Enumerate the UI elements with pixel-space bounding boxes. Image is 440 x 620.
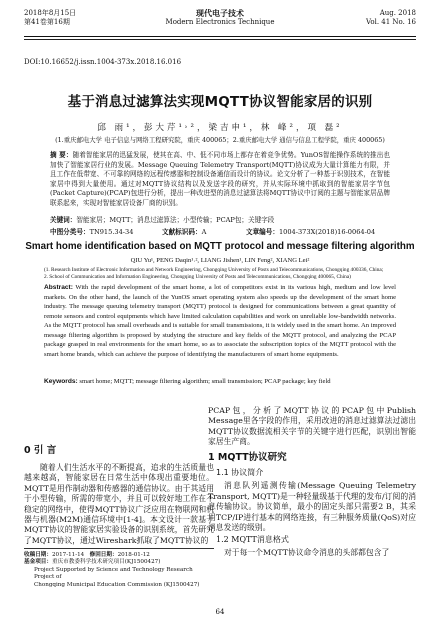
abstract-en: [44, 283, 396, 359]
keywords-en-text: smart home; MQTT; message filtering algorithm; small transmission; PCAP package; key field: [79, 378, 331, 385]
right-p3: 对于每一个MQTT协议命令消息的头部都包含了: [224, 547, 390, 557]
abstract-en-text: With the rapid development of the smart home, a lot of competitors exist in its various high, medium and low level markets. On the other hand, the launch of the YunOS smart operating system also speeds up the development of the smart home industry. The message queuing telemetry transport (MQTT) protocol is designed for communications between a great quantity of remote sensors and control equipments which have limited calculation capabilities and work on unreliable low-bandwidth networks. As the MQTT protocol has small overheads and is suitable for small transmissions, it is widely used in the smart home. An improved message filtering algorithm is proposed by studying the structure and key fields of the MQTT protocol, and analyzing the PCAP package grasped in real environments for the smart home, so as to associate the subscription topics of the MQTT protocol with the smart home brands, which can achieve the purpose of identifying the manufacturers of smart home equipments.: [44, 284, 397, 358]
clc-number: [50, 226, 133, 236]
affiliation-cn: (1.重庆邮电大学 电子信息与网络工程研究院，重庆 400065；2.重庆邮电大学 通信与信息工程学院，重庆 400065): [55, 136, 385, 144]
abstract-cn-text: 随着智能家居的迅猛发展，使其在高、中、低不同市场上都存在着竞争优势。YunOS智能操作系统的推出也加快了智能家居行业的发展。Message Queuing Telemetry Transport(MQTT)协议成为大量计算能力有限，并且工作在低带宽、不可靠的网络的远程传感器和控制设备通信而设计的协议。论文分析了一种基于识别技术，在智能家居中得到大量使用。通过对MQTT协议结构以及发送字段的研究，并从实际环境中抓取到的智能家居字节包(Packet Capture)(PCAP)包进行分析，提出一种改进型的消息过滤算法将MQTT协议中订阅的主题与智能家居品牌联系起来，实现对智能家居设备厂商的识别。: [50, 151, 390, 207]
affiliation-en: [44, 267, 396, 281]
revised-label: 修回日期：: [89, 552, 118, 558]
fund-cn: 重庆市教委科学技术研究项目(KJ1500427): [51, 559, 161, 566]
keywords-cn-text: 智能家居；MQTT；消息过滤算法；小型传输；PCAP包；关键字段: [76, 216, 275, 224]
intro-text: 随着人们生活水平的不断提高，追求的生活质量也越来越高，智能家居在日常生活中体现出重要地位。MQTT是用作制动器和传感器的通信协议。由于其适用于小型传输，所需的带宽小，并且可以较好地工作在不稳定的网络中，使得MQTT协议广泛应用在物联网和机器与机器(M2M)通信环境中[1-4]。本文设计一款基于MQTT协议的智能家居实验设备的识别系统，首先研究了MQTT协议，通过Wireshark抓取了MQTT协议的: [24, 463, 214, 545]
paper-title-en: Smart home identification based on MQTT protocol and message filtering algorithm: [25, 241, 415, 252]
abstract-en-label: Abstract:: [44, 284, 73, 291]
code-value: A: [201, 228, 207, 236]
article-value: 1004-373X(2018)16-0064-04: [278, 228, 376, 236]
running-header: [24, 6, 416, 36]
subsection-1-2: 1.2 MQTT消息格式: [216, 535, 289, 545]
article-label: 文章编号：: [246, 228, 279, 236]
authors-cn: 邱 雨¹，彭大芹¹˒²，梁吉申¹，林 峰²，项 磊²: [97, 123, 343, 133]
clc-label: 中图分类号：: [50, 228, 90, 236]
keywords-cn-label: 关键词：: [50, 216, 77, 224]
intro-paragraph: [24, 463, 214, 548]
header-rule-thin: [24, 39, 416, 40]
section-heading-0: 0 引 言: [24, 445, 57, 456]
fund-label: 基金项目：: [24, 559, 52, 566]
header-right: [366, 9, 416, 27]
keywords-en: [44, 378, 396, 385]
doi: DOI:10.16652/j.issn.1004-373x.2018.16.016: [24, 58, 182, 66]
abstract-cn-label: 摘 要：: [50, 151, 73, 159]
header-center: [24, 9, 416, 27]
revised-date: 2018-01-12: [117, 552, 150, 558]
footnote-fund: [24, 559, 214, 566]
article-number: [246, 226, 375, 236]
header-issue-cn: 第41卷第16期: [24, 18, 70, 26]
received-label: 收稿日期：: [24, 552, 52, 558]
fund-en-2: Chongqing Municipal Education Commission (KJ1500427): [34, 581, 200, 588]
abstract-cn: [50, 151, 390, 209]
clc-value: TN915.34-34: [89, 228, 134, 236]
paper-title-cn: 基于消息过滤算法实现MQTT协议智能家居的识别: [67, 94, 373, 110]
authors-en: QIU Yu¹, PENG Daqin¹˒², LIANG Jishen¹, LIN Feng², XIANG Lei²: [130, 257, 310, 264]
received-date: 2017-11-14: [51, 552, 85, 558]
fund-en-1: Project Supported by Science and Technology Research Project of: [34, 566, 193, 581]
classification-line: [50, 226, 390, 236]
journal-name-cn: 现代电子技术: [196, 9, 244, 18]
keywords-cn: [50, 214, 390, 224]
right-column: [208, 406, 416, 560]
right-p2: 消息队列遥测传输(Message Queuing Telemetry Transport, MQTT)是一种轻量级基于代理的发布/订阅的消息传输协议。协议简单，最小的固定头部只需要2 B，其采用TCP/IP进行基本的网络连接，有三种服务质量(QoS)对应消息发送的级别。: [208, 481, 416, 533]
header-date-en: Aug. 2018: [379, 9, 416, 17]
code-label: 文献标识码：: [162, 228, 202, 236]
journal-name-en: Modern Electronics Technique: [165, 18, 275, 26]
header-issue-en: Vol. 41 No. 16: [365, 18, 416, 26]
right-p1: PCAP包，分析了MQTT协议的PCAP包中Publish Message里各字段的作用，采用改进的消息过滤算法过滤出MQTT协议数据流相关字节的关键字进行匹配，识别出智能家居生产商。: [208, 406, 416, 447]
document-code: [162, 226, 206, 236]
keywords-en-label: Keywords:: [44, 378, 78, 385]
header-rule-thick: [24, 36, 416, 37]
page-number: 64: [215, 608, 225, 616]
affiliation-en-2: 2. School of Communication and Information Engineering, Chongqing University of Posts and Telecommunications, Chongqing 400065, China): [44, 274, 351, 281]
subsection-1-1: 1.1 协议简介: [216, 468, 264, 478]
header-date-cn: 2018年8月15日: [24, 9, 77, 17]
section-heading-1: 1 MQTT协议研究: [208, 451, 287, 463]
footnote: [24, 548, 214, 589]
affiliation-en-1: (1. Research Institute of Electronic Information and Network Engineering, Chongqing University of Posts and Telecommunications, Chongqing 400336, China;: [44, 267, 384, 273]
